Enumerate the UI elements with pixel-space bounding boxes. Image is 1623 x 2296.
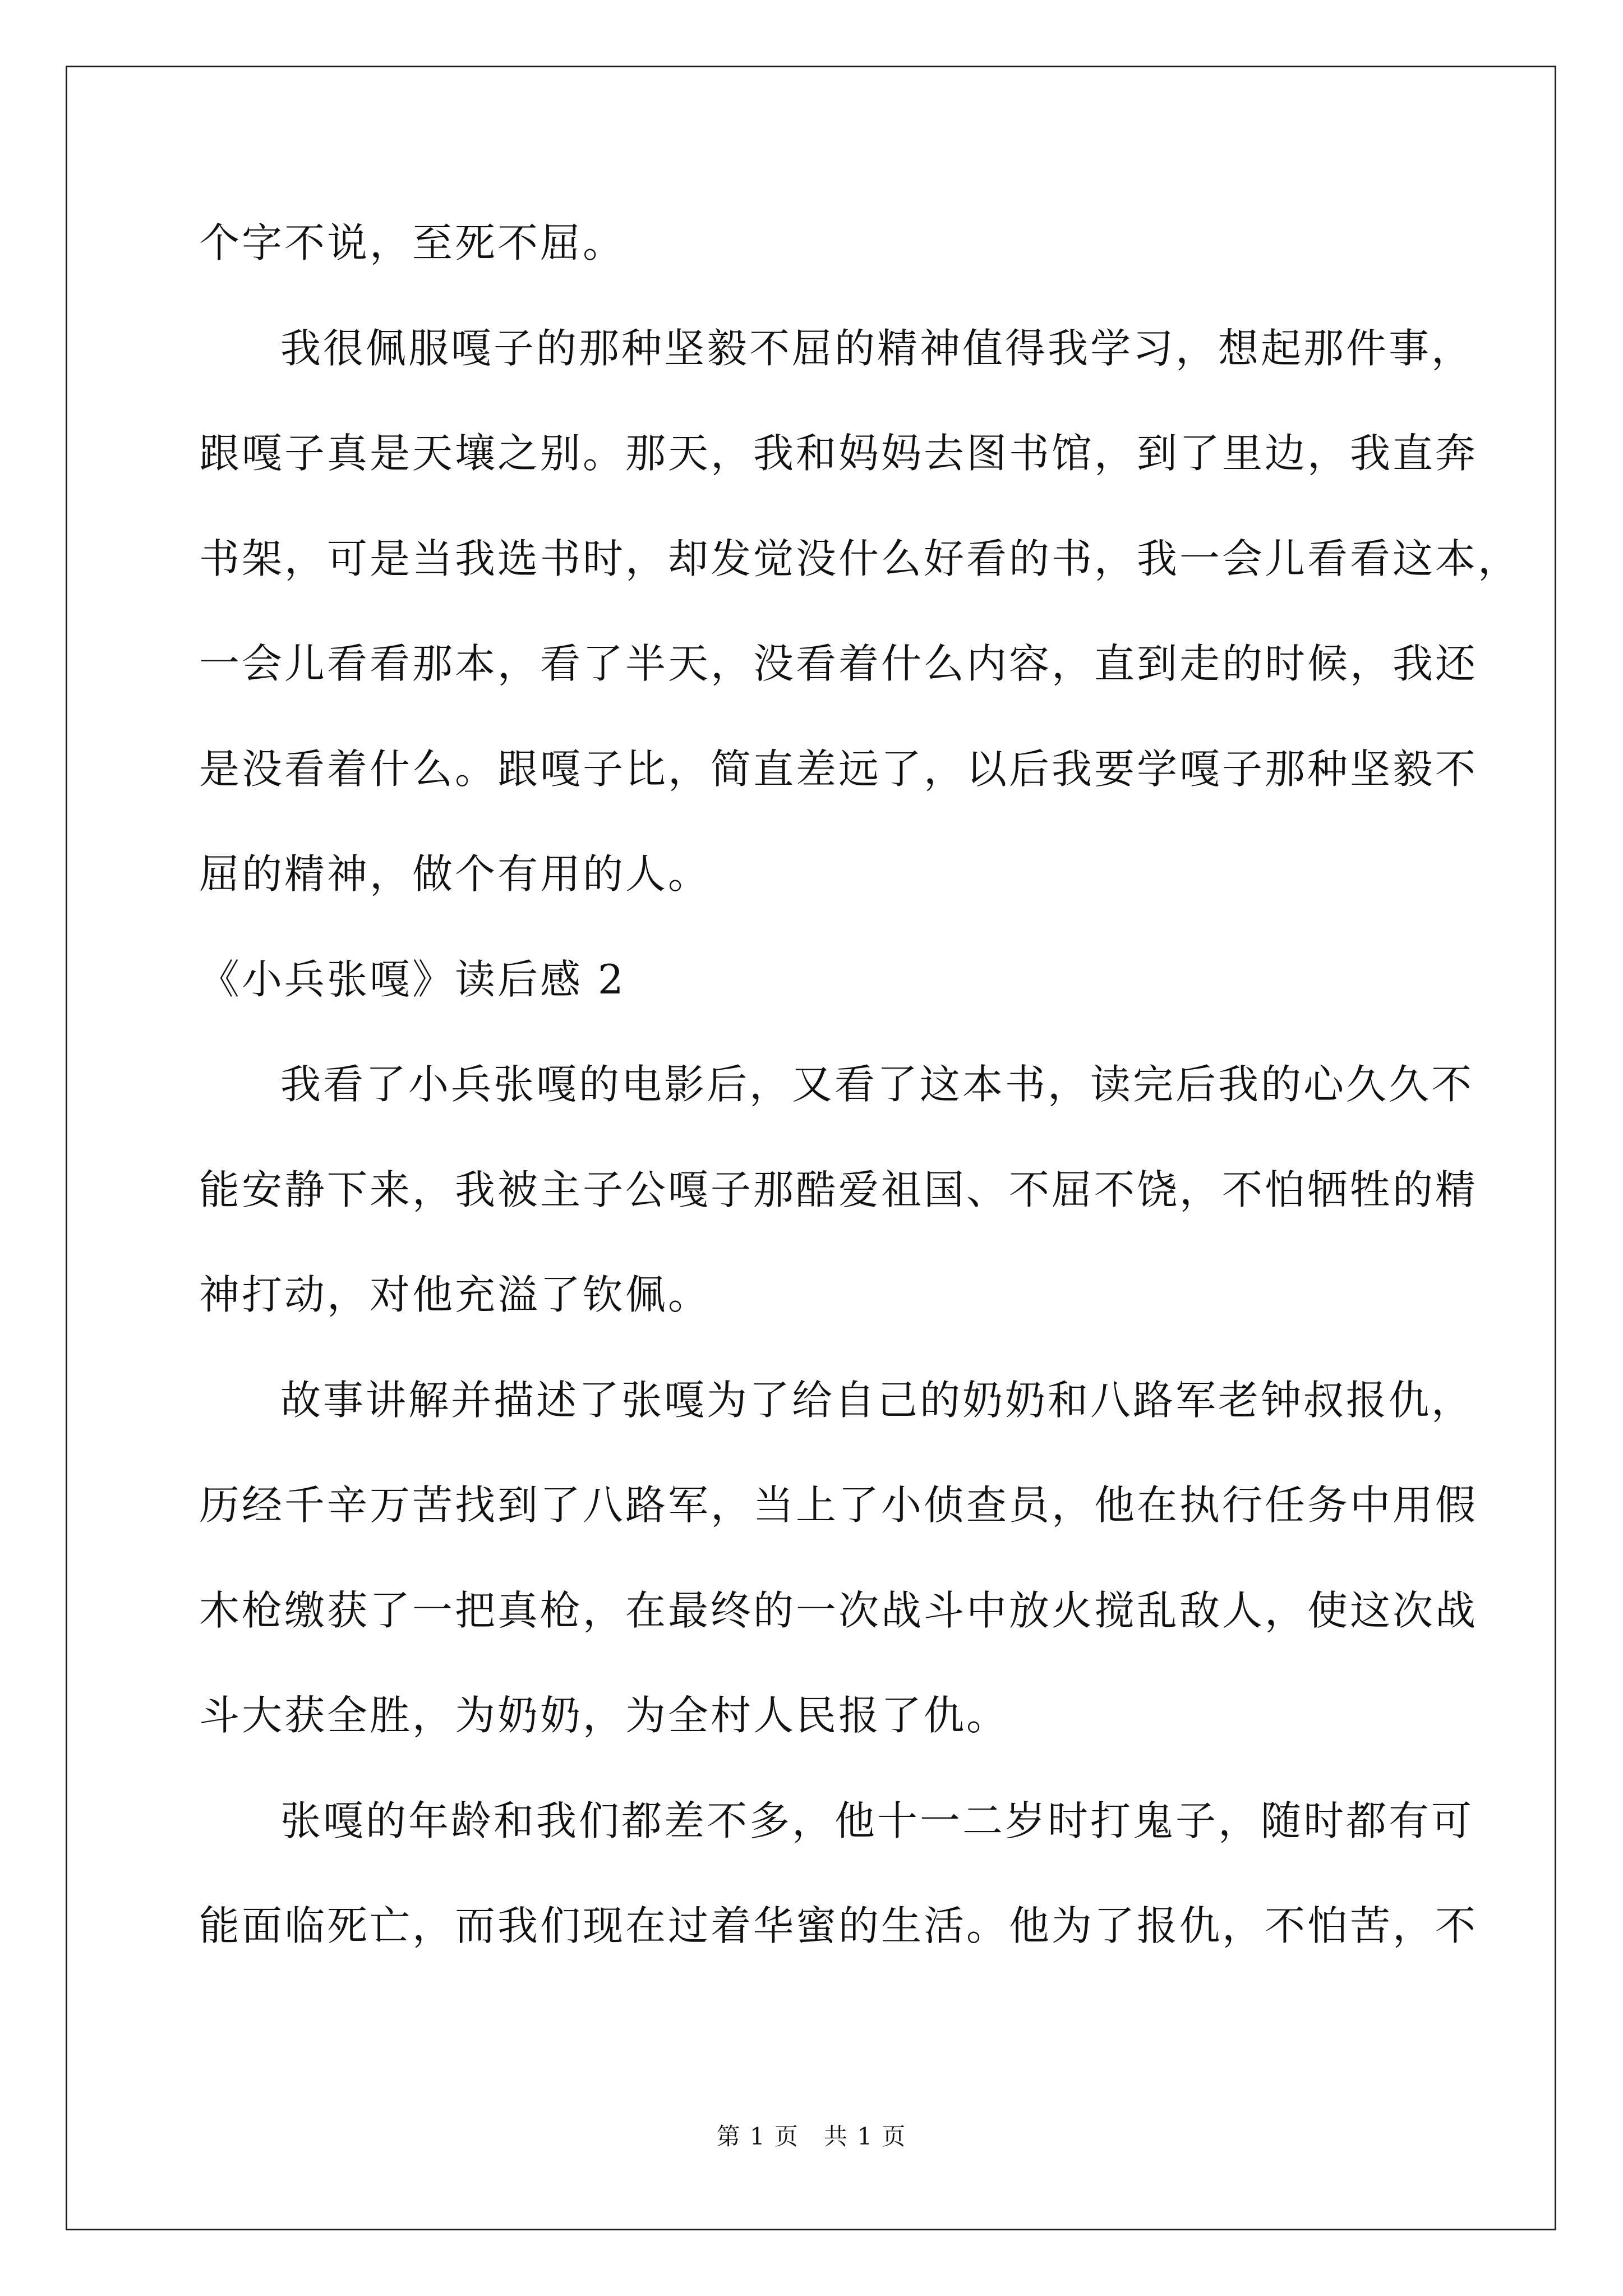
text-line: 屈的精神，做个有用的人。 xyxy=(199,850,711,898)
text-line: 能安静下来，我被主子公嘎子那酷爱祖国、不屈不饶，不怕牺牲的精 xyxy=(199,1166,1478,1213)
text-line: 书架，可是当我选书时，却发觉没什么好看的书，我一会儿看看这本， xyxy=(199,535,1521,582)
text-line: 我很佩服嘎子的那种坚毅不屈的精神值得我学习，想起那件事， xyxy=(280,325,1474,372)
text-line: 神打动，对他充溢了钦佩。 xyxy=(199,1271,711,1318)
section-heading: 《小兵张嘎》读后感 2 xyxy=(199,956,626,1003)
text-line: 张嘎的年龄和我们都差不多，他十一二岁时打鬼子，随时都有可 xyxy=(280,1797,1474,1844)
text-line: 我看了小兵张嘎的电影后，又看了这本书，读完后我的心久久不 xyxy=(280,1061,1474,1108)
text-line: 木枪缴获了一把真枪，在最终的一次战斗中放火搅乱敌人，使这次战 xyxy=(199,1587,1478,1634)
text-line: 能面临死亡，而我们现在过着华蜜的生活。他为了报仇，不怕苦，不 xyxy=(199,1902,1478,1949)
page-number-footer: 第 1 页 共 1 页 xyxy=(716,2123,907,2150)
text-line: 是没看着什么。跟嘎子比，简直差远了，以后我要学嘎子那种坚毅不 xyxy=(199,746,1478,793)
text-line: 故事讲解并描述了张嘎为了给自己的奶奶和八路军老钟叔报仇， xyxy=(280,1377,1474,1424)
text-line: 历经千辛万苦找到了八路军，当上了小侦查员，他在执行任务中用假 xyxy=(199,1481,1478,1529)
text-line: 一会儿看看那本，看了半天，没看着什么内容，直到走的时候，我还 xyxy=(199,640,1478,687)
text-line: 斗大获全胜，为奶奶，为全村人民报了仇。 xyxy=(199,1692,1009,1739)
text-line: 跟嘎子真是天壤之别。那天，我和妈妈去图书馆，到了里边，我直奔 xyxy=(199,430,1478,477)
text-line: 个字不说，至死不屈。 xyxy=(199,219,626,266)
